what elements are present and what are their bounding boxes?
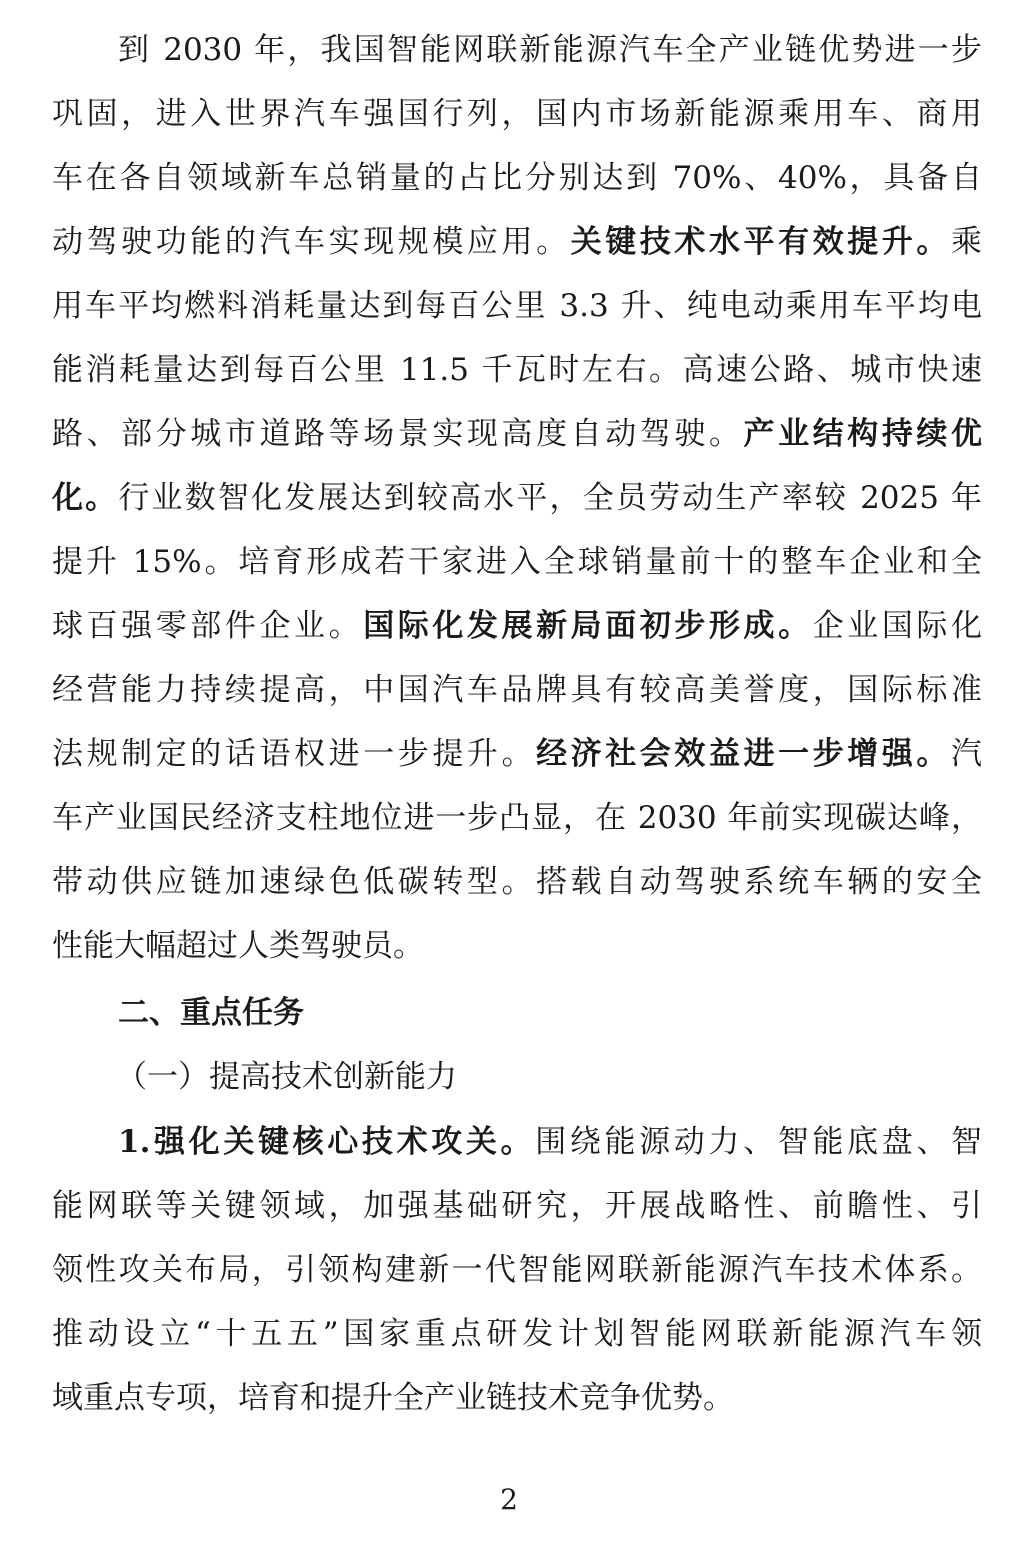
text-segment: 用车平均燃料消耗量达到每百公里 3.3 升、纯电动乘用车平均电	[52, 288, 982, 324]
text-segment: 车产业国民经济支柱地位进一步凸显，在 2030 年前实现碳达峰，	[52, 800, 982, 836]
text-line	[52, 722, 982, 786]
bold-text-segment: 国际化发展新局面初步形成。	[363, 608, 813, 644]
text-line	[52, 466, 982, 530]
text-segment: 领性攻关布局，引领构建新一代智能网联新能源汽车技术体系。	[52, 1252, 982, 1288]
bold-text-segment: 经济社会效益进一步增强。	[536, 736, 951, 772]
text-line	[52, 1302, 982, 1366]
text-line	[52, 82, 982, 146]
text-line	[52, 594, 982, 658]
text-segment: 性能大幅超过人类驾驶员。	[52, 928, 424, 964]
text-segment: 行业数智化发展达到较高水平，全员劳动生产率较 2025 年	[118, 480, 982, 516]
bold-text-segment: 关键技术水平有效提升。	[570, 224, 952, 260]
text-line	[52, 658, 982, 722]
bold-text-segment: 1.强化关键核心技术攻关。	[118, 1124, 536, 1160]
text-line	[52, 530, 982, 594]
text-line	[52, 914, 982, 978]
text-segment: 乘	[951, 224, 983, 260]
text-line	[52, 981, 982, 1045]
text-segment: 提升 15%。培育形成若干家进入全球销量前十的整车企业和全	[52, 544, 982, 580]
text-segment: 推动设立“十五五”国家重点研发计划智能网联新能源汽车领	[52, 1316, 982, 1352]
text-segment: 到 2030 年，我国智能网联新能源汽车全产业链优势进一步	[118, 32, 982, 68]
text-segment: （一）提高技术创新能力	[116, 1059, 457, 1095]
text-line	[52, 1238, 982, 1302]
text-segment: 围绕能源动力、智能底盘、智	[535, 1124, 982, 1160]
text-segment: 法规制定的话语权进一步提升。	[52, 736, 537, 772]
text-line	[52, 786, 982, 850]
text-segment: 车在各自领域新车总销量的占比分别达到 70%、40%，具备自	[52, 160, 982, 196]
text-line	[52, 1045, 982, 1109]
text-segment: 经营能力持续提高，中国汽车品牌具有较高美誉度，国际标准	[52, 672, 982, 708]
text-segment: 企业国际化	[812, 608, 983, 644]
bold-text-segment: 产业结构持续优	[743, 416, 983, 452]
bold-text-segment: 化。	[52, 480, 119, 516]
text-line	[52, 1110, 982, 1174]
text-line	[52, 1366, 982, 1430]
text-line	[52, 210, 982, 274]
text-segment: 能消耗量达到每百公里 11.5 千瓦时左右。高速公路、城市快速	[52, 352, 982, 388]
text-line	[52, 850, 982, 914]
text-segment: 能网联等关键领域，加强基础研究，开展战略性、前瞻性、引	[52, 1188, 982, 1224]
text-segment: 带动供应链加速绿色低碳转型。搭载自动驾驶系统车辆的安全	[52, 864, 982, 900]
text-line	[52, 1174, 982, 1238]
bold-text-segment: 二、重点任务	[118, 995, 304, 1031]
text-segment: 巩固，进入世界汽车强国行列，国内市场新能源乘用车、商用	[52, 96, 982, 132]
text-line	[52, 338, 982, 402]
text-line	[52, 18, 982, 82]
text-segment: 域重点专项，培育和提升全产业链技术竞争优势。	[52, 1380, 734, 1416]
text-segment: 动驾驶功能的汽车实现规模应用。	[52, 224, 571, 260]
text-segment: 球百强零部件企业。	[52, 608, 364, 644]
text-segment: 路、部分城市道路等场景实现高度自动驾驶。	[52, 416, 744, 452]
page-number: 2	[500, 1483, 518, 1516]
text-line	[52, 146, 982, 210]
text-segment: 汽	[951, 736, 982, 772]
text-line	[52, 274, 982, 338]
text-line	[52, 402, 982, 466]
